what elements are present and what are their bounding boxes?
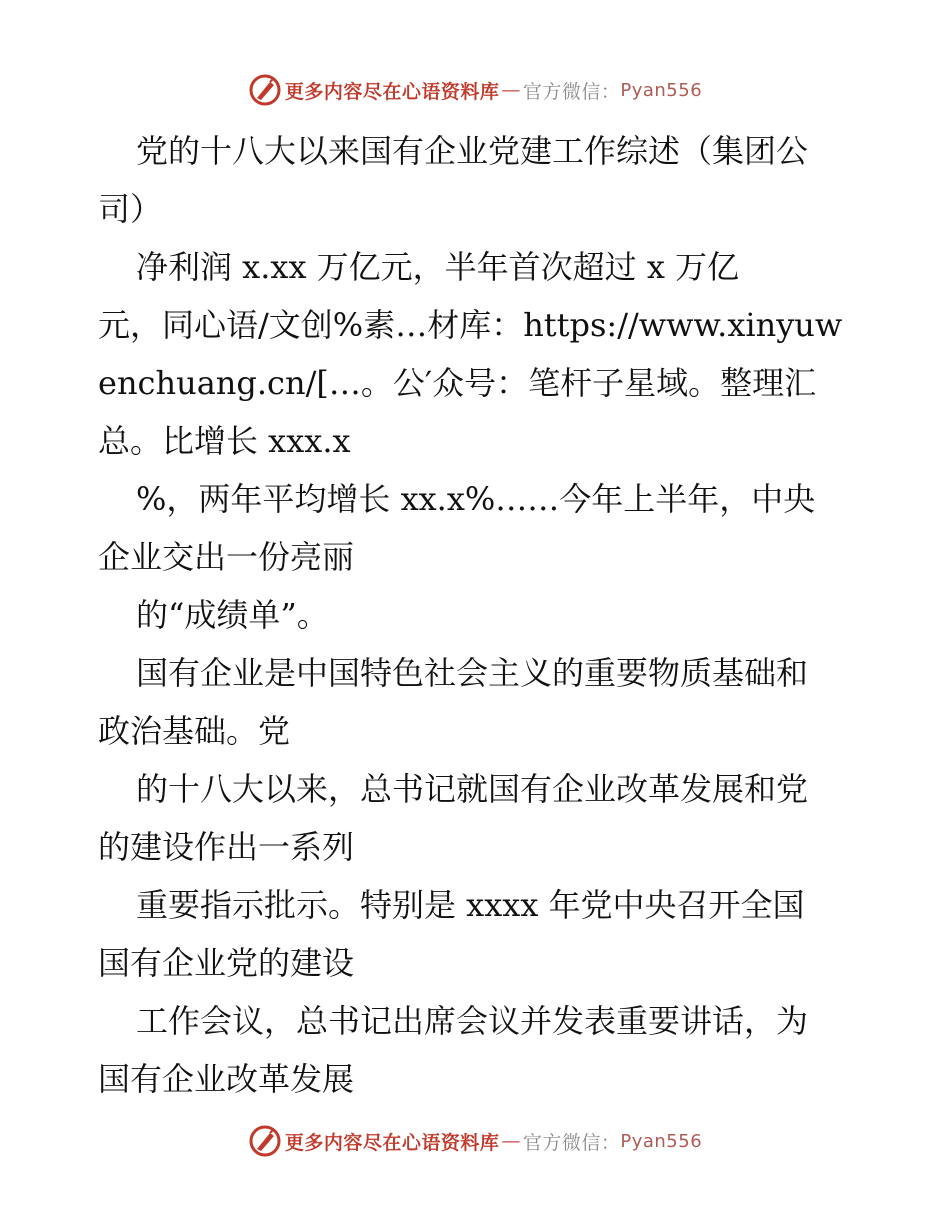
banner-dash: — [501, 79, 521, 101]
text-line: 的“成绩单”。 [136, 596, 329, 634]
text-line: 政治基础。党 [98, 712, 291, 750]
text-line: 国有企业是中国特色社会主义的重要物质基础和 [136, 654, 809, 692]
article-body [98, 122, 858, 1108]
text-line: 的十八大以来，总书记就国有企业改革发展和党 [136, 770, 809, 808]
text-line: 司） [98, 190, 163, 228]
text-line: 的建设作出一系列 [98, 828, 355, 866]
text-line: 党的十八大以来国有企业党建工作综述（集团公 [136, 132, 809, 170]
quill-logo-icon [248, 1124, 282, 1158]
text-line: 工作会议，总书记出席会议并发表重要讲话，为 [136, 1002, 809, 1040]
text-line: 重要指示批示。特别是 xxxx 年党中央召开全国 [136, 886, 805, 924]
banner-sub-text: 官方微信： [522, 80, 621, 103]
footer-banner [0, 1121, 950, 1161]
banner-wechat-id: Pyan556 [620, 79, 703, 101]
text-line: 元，同心语/文创%素…材库：https://www.xinyuw [98, 306, 843, 344]
header-banner [0, 70, 950, 110]
quill-logo-icon [248, 73, 282, 107]
text-line: %，两年平均增长 xx.x%……今年上半年，中央 [136, 480, 816, 518]
text-line: 净利润 x.xx 万亿元，半年首次超过 x 万亿 [136, 248, 740, 286]
text-line: 国有企业党的建设 [98, 944, 355, 982]
text-line: 总。比增长 xxx.x [98, 422, 351, 460]
banner-wechat-id: Pyan556 [620, 1130, 703, 1152]
banner-dash: — [501, 1130, 521, 1152]
text-line: 企业交出一份亮丽 [98, 538, 355, 576]
banner-sub-text: 官方微信： [522, 1131, 621, 1154]
banner-main-text: 更多内容尽在心语资料库 [284, 80, 500, 103]
text-line: 国有企业改革发展 [98, 1060, 355, 1098]
banner-main-text: 更多内容尽在心语资料库 [284, 1131, 500, 1154]
text-line: enchuang.cn/[…。公′众号：笔杆子星域。整理汇 [98, 364, 817, 402]
